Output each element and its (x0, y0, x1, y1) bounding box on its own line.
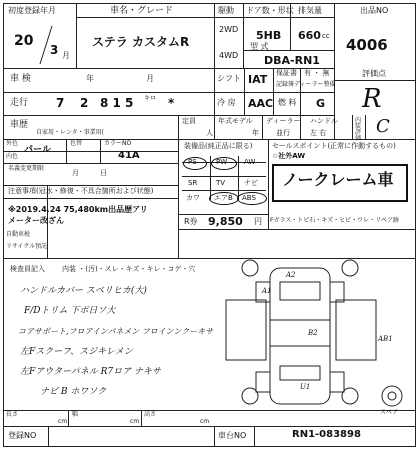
car-name: ステラ カスタムR (92, 35, 190, 49)
price-unit: 円 (254, 217, 262, 226)
mileage-digits-3: 8 1 5 (100, 96, 134, 110)
height-label: 高さ (144, 411, 157, 418)
history-label: 車歴 (10, 120, 29, 130)
height-unit: cm (200, 418, 210, 425)
damage-mark-b2: B2 (308, 329, 318, 337)
drive-label: 駆動 (218, 6, 234, 15)
ext-color-label: 外色 (6, 140, 19, 147)
inspection-year-unit: 年 (86, 74, 94, 83)
history-options: 自家用・レンタ・事業用( (36, 129, 104, 136)
lot-number: 4006 (346, 36, 388, 54)
mileage-star: * (168, 96, 175, 110)
displacement-unit: cc (322, 32, 330, 40)
first-reg-label: 初度登録年月 (8, 6, 56, 15)
warranty-note: 記録簿ディーラー整備 (276, 81, 336, 88)
damage-mark-a2: A2 (286, 271, 296, 279)
equipment-ps: PS (188, 158, 197, 166)
inspector-note-3: コアサポート,フロアインパネメン フロインンクーキサ (18, 327, 214, 336)
inspector-note-6: ナビ B ホワソク (40, 387, 107, 397)
dealer-option: 並行 (276, 129, 290, 137)
mileage-digits-2: 2 (80, 96, 89, 110)
mileage-digits-1: 7 (56, 96, 65, 110)
color-no-value: 41A (118, 150, 140, 161)
equipment-label: 装備品(純正品に限る) (184, 142, 253, 150)
inspector-note-4: 左Fスクーフ、スジキレメン (20, 347, 133, 357)
color-no-label: カラーNO (104, 140, 132, 147)
door-value: 5HB (256, 29, 282, 42)
ext-color-value: パール (24, 145, 51, 155)
capacity-unit: 人 (206, 129, 213, 137)
price-label: R券 (184, 217, 198, 226)
first-reg-month: 3 (50, 43, 59, 57)
claim-free-text: ノークレーム車 (282, 170, 394, 189)
first-reg-year: 20 (14, 33, 34, 49)
equipment-navi: ナビ (244, 179, 258, 187)
chassis-label: 車台NO (218, 431, 247, 440)
equipment-aw: AW (244, 158, 256, 166)
warranty-options: 有 ・ 無 (304, 69, 330, 77)
tax-label: 自動車税 (6, 231, 31, 238)
reg-no-label: 登録NO (8, 431, 37, 440)
length-label: 長さ (6, 411, 19, 418)
name-change-label: 名義変更期限 (8, 165, 45, 172)
inspector-note-5: 左Fアウターパネル R7ロア ナキサ (20, 367, 161, 377)
inspection-label: 車 検 (10, 74, 31, 84)
spare-label: スペア (380, 409, 399, 416)
name-change-day: 日 (100, 169, 107, 177)
displacement-label: 排気量 (298, 6, 322, 15)
length-unit: cm (58, 418, 68, 425)
equipment-tv: TV (216, 179, 226, 187)
remark-meter: メーター改ざん (8, 216, 64, 225)
equipment-abs: ABS (242, 194, 256, 202)
notes-label: 注意事項(冠水・修復・不具合箇所および状態) (8, 187, 154, 195)
width-label: 幅 (72, 411, 79, 418)
model-value: DBA-RN1 (264, 54, 320, 67)
capacity-label: 定員 (182, 117, 196, 125)
shift-label: シフト (217, 74, 241, 83)
warranty-label: 保証書 (276, 69, 297, 77)
equipment-airbag: エアB (214, 194, 233, 202)
ac-value: AAC (248, 97, 274, 110)
inspector-label: 検査員記入 (10, 265, 45, 273)
damage-mark-u1: U1 (300, 383, 311, 391)
handle-label: ハンドル (310, 117, 338, 125)
fuel-label: 燃 料 (278, 98, 297, 107)
inspector-note-1: ハンドルカバー スベリヒカ(大) (20, 286, 147, 296)
interior-label: 内装評価 (355, 117, 362, 142)
equipment-leather: カワ (186, 194, 200, 202)
displacement-value: 660 (298, 29, 321, 42)
equipment-sr: SR (188, 179, 198, 187)
recycle-label: リサイクル預託 (6, 243, 48, 250)
door-label: ドア数・形状 (246, 6, 294, 15)
width-unit: cm (130, 418, 140, 425)
year-model-unit: 年 (252, 129, 259, 137)
mileage-unit: キロ (144, 95, 157, 102)
remark-history: ※2019.4.24 75,480km出品歴アリ (8, 205, 148, 214)
damage-mark-a1: A1 (262, 287, 272, 295)
name-change-month: 月 (72, 169, 79, 177)
color-change-label: 色替 (70, 140, 83, 147)
inspector-options: 内装 ・(汚)・スレ・キズ・キレ・コゲ・穴 (62, 265, 196, 273)
sales-point-label: セールスポイント(正常に作動するもの) (272, 142, 396, 150)
lot-label: 出品NO (360, 6, 389, 15)
rating-value: R (362, 84, 382, 114)
rating-label: 評価点 (362, 69, 386, 78)
fuel-value: G (316, 97, 326, 110)
handle-options: 左 右 (310, 129, 327, 137)
shift-value: IAT (248, 73, 268, 86)
price-value: 9,850 (208, 215, 243, 228)
month-suffix: 月 (62, 51, 70, 60)
dealer-label: ディーラー (266, 117, 301, 125)
interior-value: C (376, 116, 390, 137)
ac-label: 冷 房 (217, 98, 236, 107)
glass-line: Fガラス・トビ石・キズ・ヒビ・ワレ・リペア跡 (270, 217, 400, 224)
drive-4wd: 4WD (219, 51, 239, 60)
inspection-month-unit: 月 (146, 74, 154, 83)
name-grade-label: 車名・グレード (110, 6, 174, 16)
inspector-note-2: F/Dトリム 下ボ日ソ大 (24, 306, 116, 316)
model-label: 型 式 (250, 42, 269, 51)
aw-mark: ☆社外AW (272, 152, 306, 160)
chassis-number: RN1-083898 (292, 429, 361, 440)
drive-2wd: 2WD (219, 25, 239, 34)
int-color-label: 内色 (6, 153, 19, 160)
mileage-label: 走行 (10, 98, 29, 108)
year-model-label: 年式モデル (218, 117, 253, 125)
damage-mark-ab1: AB1 (378, 335, 393, 343)
equipment-pw: PW (216, 158, 228, 166)
